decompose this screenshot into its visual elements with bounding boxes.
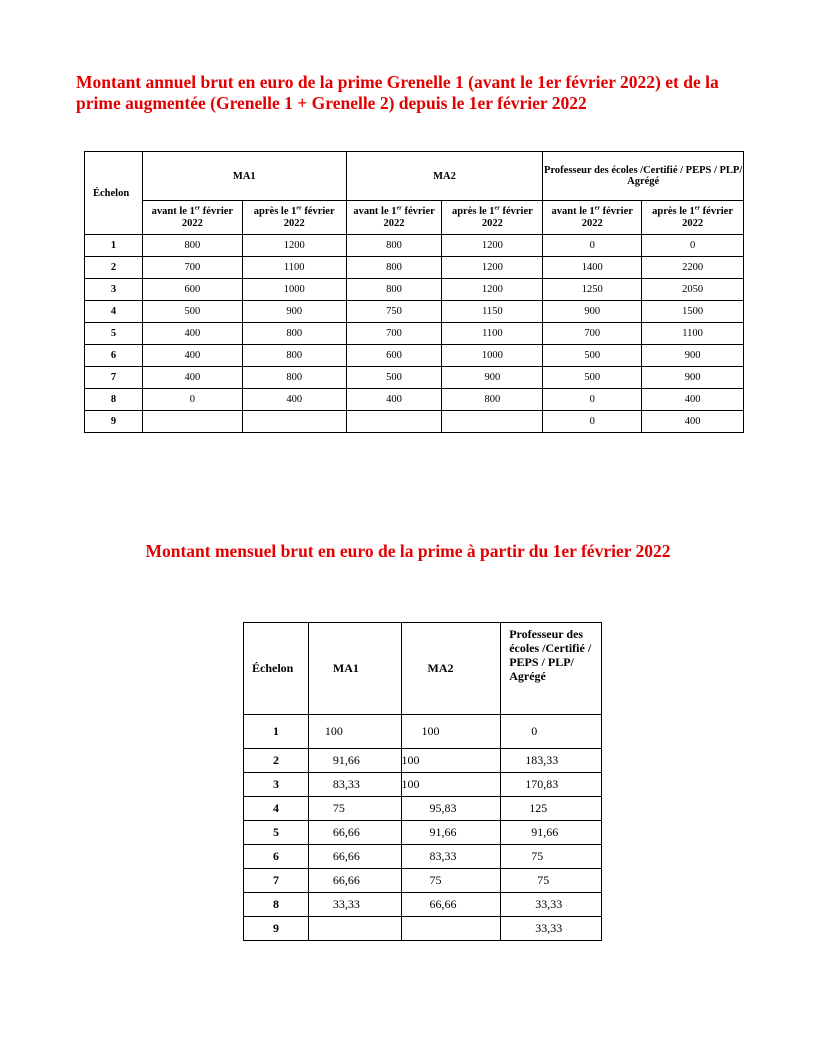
cell-ma1-before bbox=[142, 411, 242, 433]
subheader-sup: er bbox=[396, 205, 402, 211]
cell-ma2-before: 600 bbox=[346, 345, 442, 367]
subheader-text: février 2022 bbox=[181, 205, 234, 229]
subheader-sup: er bbox=[296, 205, 302, 211]
cell-echelon: 3 bbox=[85, 279, 143, 301]
cell-ma1-after: 1000 bbox=[242, 279, 346, 301]
cell-ma1: 66,66 bbox=[308, 845, 401, 869]
subheader-text: février 2022 bbox=[481, 205, 533, 229]
table-row bbox=[85, 389, 744, 411]
cell-ma1: 100 bbox=[308, 715, 401, 749]
cell-ma1: 33,33 bbox=[308, 893, 401, 917]
cell-ma2-after: 1000 bbox=[442, 345, 543, 367]
table-row bbox=[244, 797, 602, 821]
column-header-ma1: MA1 bbox=[308, 623, 401, 715]
cell-prof-before: 900 bbox=[543, 301, 642, 323]
cell-ma2: 75 bbox=[401, 869, 501, 893]
subheader-after-3 bbox=[642, 201, 744, 235]
cell-ma2-after: 800 bbox=[442, 389, 543, 411]
cell-professeur: 75 bbox=[501, 869, 602, 893]
cell-professeur: 125 bbox=[501, 797, 602, 821]
cell-ma1: 91,66 bbox=[308, 749, 401, 773]
cell-echelon: 2 bbox=[244, 749, 309, 773]
table-row bbox=[85, 345, 744, 367]
subheader-text: février 2022 bbox=[682, 205, 733, 229]
cell-ma2-after: 1200 bbox=[442, 235, 543, 257]
cell-professeur: 33,33 bbox=[501, 917, 602, 941]
cell-ma2-before: 750 bbox=[346, 301, 442, 323]
cell-echelon: 1 bbox=[244, 715, 309, 749]
cell-echelon: 3 bbox=[244, 773, 309, 797]
table-row bbox=[244, 773, 602, 797]
cell-prof-after: 900 bbox=[642, 345, 744, 367]
cell-ma1-before: 700 bbox=[142, 257, 242, 279]
cell-ma1: 83,33 bbox=[308, 773, 401, 797]
echelon-header: Échelon bbox=[244, 623, 309, 715]
cell-prof-before: 1400 bbox=[543, 257, 642, 279]
cell-ma1-after: 900 bbox=[242, 301, 346, 323]
cell-ma2-before: 800 bbox=[346, 235, 442, 257]
cell-ma1-before: 600 bbox=[142, 279, 242, 301]
subheader-text: avant le 1 bbox=[151, 205, 195, 217]
cell-prof-after: 0 bbox=[642, 235, 744, 257]
cell-prof-before: 700 bbox=[543, 323, 642, 345]
cell-echelon: 5 bbox=[244, 821, 309, 845]
table-row bbox=[85, 301, 744, 323]
subheader-before-1 bbox=[142, 201, 242, 235]
cell-ma1-after: 800 bbox=[242, 323, 346, 345]
table-row bbox=[244, 749, 602, 773]
subheader-text: avant le 1 bbox=[551, 205, 595, 217]
cell-prof-before: 500 bbox=[543, 367, 642, 389]
cell-prof-after: 1100 bbox=[642, 323, 744, 345]
subheader-sup: er bbox=[594, 205, 600, 211]
subheader-sup: er bbox=[194, 205, 201, 211]
cell-professeur: 91,66 bbox=[501, 821, 602, 845]
cell-ma1-before: 400 bbox=[142, 367, 242, 389]
table-subheader-row bbox=[85, 201, 744, 235]
subheader-sup: er bbox=[494, 205, 500, 211]
cell-echelon: 8 bbox=[244, 893, 309, 917]
group-header-ma2: MA2 bbox=[346, 152, 543, 201]
table-row bbox=[85, 323, 744, 345]
cell-ma2-after: 1200 bbox=[442, 279, 543, 301]
cell-ma1-before: 400 bbox=[142, 345, 242, 367]
cell-professeur: 170,83 bbox=[501, 773, 602, 797]
cell-professeur: 0 bbox=[501, 715, 602, 749]
column-header-ma2: MA2 bbox=[401, 623, 501, 715]
cell-professeur: 75 bbox=[501, 845, 602, 869]
cell-prof-after: 400 bbox=[642, 389, 744, 411]
cell-ma2 bbox=[401, 917, 501, 941]
cell-echelon: 9 bbox=[85, 411, 143, 433]
subheader-text: après le 1 bbox=[652, 205, 695, 217]
monthly-title: Montant mensuel brut en euro de la prime à partir du 1er février 2022 bbox=[145, 541, 671, 561]
table-row bbox=[244, 893, 602, 917]
cell-ma1-after: 1200 bbox=[242, 235, 346, 257]
cell-ma1 bbox=[308, 917, 401, 941]
cell-ma2-after: 900 bbox=[442, 367, 543, 389]
cell-ma2: 100 bbox=[401, 749, 501, 773]
cell-ma1: 66,66 bbox=[308, 821, 401, 845]
cell-echelon: 4 bbox=[85, 301, 143, 323]
table-row bbox=[85, 257, 744, 279]
subheader-sup: er bbox=[694, 205, 701, 211]
cell-prof-after: 400 bbox=[642, 411, 744, 433]
cell-prof-after: 2200 bbox=[642, 257, 744, 279]
cell-ma1-after: 400 bbox=[242, 389, 346, 411]
subheader-text: avant le 1 bbox=[353, 205, 397, 217]
annual-title: Montant annuel brut en euro de la prime Grenelle 1 (avant le 1er février 2022) et de la prime augmentée (Grenelle 1 + Grenelle 2) depuis le 1er février 2022 bbox=[76, 72, 719, 113]
cell-ma2-after bbox=[442, 411, 543, 433]
monthly-bonus-table bbox=[243, 622, 602, 941]
cell-echelon: 8 bbox=[85, 389, 143, 411]
cell-ma1-after: 1100 bbox=[242, 257, 346, 279]
cell-echelon: 6 bbox=[244, 845, 309, 869]
cell-ma2-after: 1100 bbox=[442, 323, 543, 345]
cell-echelon: 4 bbox=[244, 797, 309, 821]
cell-echelon: 6 bbox=[85, 345, 143, 367]
table-row bbox=[244, 715, 602, 749]
cell-professeur: 33,33 bbox=[501, 893, 602, 917]
cell-ma1-after: 800 bbox=[242, 367, 346, 389]
subheader-before-2 bbox=[346, 201, 442, 235]
subheader-text: février 2022 bbox=[581, 205, 633, 229]
cell-ma1-before: 800 bbox=[142, 235, 242, 257]
cell-professeur: 183,33 bbox=[501, 749, 602, 773]
cell-ma2: 66,66 bbox=[401, 893, 501, 917]
cell-ma2-after: 1150 bbox=[442, 301, 543, 323]
group-header-ma1: MA1 bbox=[142, 152, 346, 201]
subheader-after-1 bbox=[242, 201, 346, 235]
subheader-text: février 2022 bbox=[383, 205, 435, 229]
cell-prof-before: 0 bbox=[543, 411, 642, 433]
annual-bonus-table bbox=[84, 151, 744, 433]
cell-prof-after: 2050 bbox=[642, 279, 744, 301]
cell-echelon: 1 bbox=[85, 235, 143, 257]
cell-ma2-after: 1200 bbox=[442, 257, 543, 279]
cell-ma2: 91,66 bbox=[401, 821, 501, 845]
table-row bbox=[85, 367, 744, 389]
table-row bbox=[85, 411, 744, 433]
table-row bbox=[244, 869, 602, 893]
cell-ma2: 95,83 bbox=[401, 797, 501, 821]
cell-echelon: 2 bbox=[85, 257, 143, 279]
echelon-header: Échelon bbox=[85, 152, 143, 235]
cell-ma1: 66,66 bbox=[308, 869, 401, 893]
group-header-professeur: Professeur des écoles /Certifié / PEPS / PLP/ Agrégé bbox=[543, 152, 744, 201]
subheader-text: février 2022 bbox=[283, 205, 335, 229]
cell-prof-before: 0 bbox=[543, 389, 642, 411]
cell-echelon: 5 bbox=[85, 323, 143, 345]
cell-echelon: 7 bbox=[85, 367, 143, 389]
subheader-after-2 bbox=[442, 201, 543, 235]
cell-ma1-before: 500 bbox=[142, 301, 242, 323]
cell-prof-before: 0 bbox=[543, 235, 642, 257]
subheader-text: après le 1 bbox=[451, 205, 495, 217]
table-row bbox=[244, 917, 602, 941]
table-row bbox=[85, 235, 744, 257]
cell-ma2-before: 700 bbox=[346, 323, 442, 345]
cell-echelon: 9 bbox=[244, 917, 309, 941]
cell-ma1-after bbox=[242, 411, 346, 433]
cell-ma1-before: 400 bbox=[142, 323, 242, 345]
cell-ma2-before: 400 bbox=[346, 389, 442, 411]
cell-ma1: 75 bbox=[308, 797, 401, 821]
subheader-before-3 bbox=[543, 201, 642, 235]
cell-ma2-before: 800 bbox=[346, 257, 442, 279]
cell-ma2: 100 bbox=[401, 773, 501, 797]
cell-ma2-before bbox=[346, 411, 442, 433]
cell-ma2-before: 500 bbox=[346, 367, 442, 389]
table-row bbox=[244, 821, 602, 845]
subheader-text: après le 1 bbox=[253, 205, 297, 217]
cell-prof-after: 1500 bbox=[642, 301, 744, 323]
cell-prof-before: 1250 bbox=[543, 279, 642, 301]
cell-ma1-after: 800 bbox=[242, 345, 346, 367]
table-header-row bbox=[85, 152, 744, 201]
cell-ma2-before: 800 bbox=[346, 279, 442, 301]
table-row bbox=[244, 845, 602, 869]
cell-prof-after: 900 bbox=[642, 367, 744, 389]
cell-prof-before: 500 bbox=[543, 345, 642, 367]
cell-ma2: 83,33 bbox=[401, 845, 501, 869]
cell-ma1-before: 0 bbox=[142, 389, 242, 411]
cell-ma2: 100 bbox=[401, 715, 501, 749]
cell-echelon: 7 bbox=[244, 869, 309, 893]
table-header-row bbox=[244, 623, 602, 715]
column-header-professeur: Professeur des écoles /Certifié / PEPS / PLP/ Agrégé bbox=[501, 623, 602, 715]
table-row bbox=[85, 279, 744, 301]
